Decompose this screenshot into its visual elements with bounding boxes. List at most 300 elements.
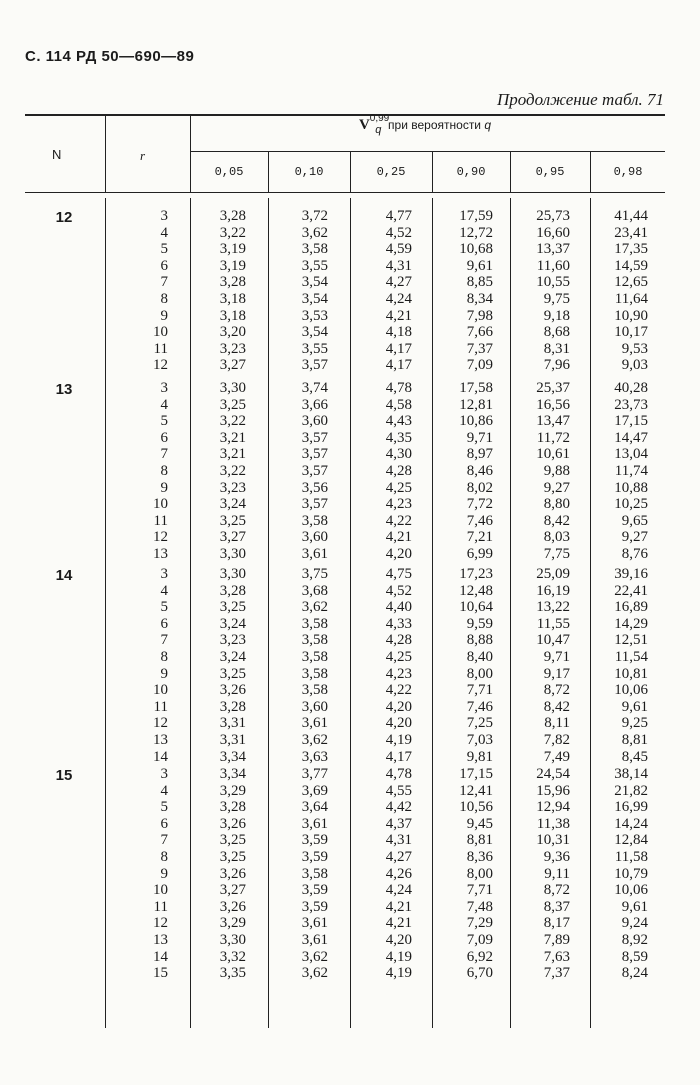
cell-value: 21,82 <box>614 782 648 799</box>
cell-value: 10,25 <box>614 496 648 513</box>
cell-value: 8,97 <box>466 446 493 463</box>
cell-value: 8,02 <box>466 479 493 496</box>
cell-value: 22,41 <box>614 582 648 599</box>
cell-value: 3,58 <box>301 682 328 699</box>
cell-value: 3,24 <box>219 496 246 513</box>
cell-value: 4,78 <box>385 766 412 782</box>
cell-value: 3,55 <box>301 340 328 357</box>
cell-value: 7,29 <box>466 915 493 932</box>
cell-value: 4,31 <box>385 257 412 274</box>
q-header-3: 0,90 <box>456 165 486 179</box>
cell-value: 4,28 <box>385 463 412 479</box>
cell-value: 4,52 <box>385 224 412 241</box>
cell-value: 12,84 <box>614 832 648 849</box>
cell-value: 9,71 <box>466 429 493 446</box>
cell-r: 4 <box>160 396 168 413</box>
cell-value: 8,72 <box>543 682 570 699</box>
cell-value: 3,62 <box>301 948 328 965</box>
cell-value: 3,21 <box>219 429 246 446</box>
cell-value: 10,47 <box>536 632 570 649</box>
cell-value: 7,03 <box>466 732 493 748</box>
table-top-rule <box>25 114 665 116</box>
cell-value: 8,76 <box>621 546 648 562</box>
cell-r: 5 <box>160 799 168 816</box>
cell-value: 17,35 <box>614 241 648 258</box>
cell-value: 8,00 <box>466 665 493 682</box>
cell-value: 4,22 <box>385 682 412 699</box>
cell-value: 8,85 <box>466 274 493 291</box>
cell-value: 9,88 <box>543 463 570 479</box>
cell-value: 7,75 <box>543 546 570 562</box>
cell-value: 3,59 <box>301 898 328 915</box>
cell-value: 10,61 <box>536 446 570 463</box>
cell-value: 3,77 <box>301 766 328 782</box>
cell-value: 3,53 <box>301 307 328 324</box>
cell-value: 9,27 <box>621 529 648 546</box>
cell-value: 8,80 <box>543 496 570 513</box>
cell-r: 4 <box>160 782 168 799</box>
cell-value: 38,14 <box>614 766 648 782</box>
cell-value: 11,72 <box>536 429 570 446</box>
cell-r: 8 <box>160 649 168 665</box>
cell-r: 6 <box>160 429 168 446</box>
cell-value: 4,37 <box>385 815 412 832</box>
cell-r: 3 <box>160 380 168 396</box>
cell-value: 3,54 <box>301 274 328 291</box>
cell-value: 8,36 <box>466 849 493 865</box>
cell-value: 15,96 <box>536 782 570 799</box>
cell-value: 3,24 <box>219 649 246 665</box>
cell-value: 9,24 <box>621 915 648 932</box>
cell-value: 8,31 <box>543 340 570 357</box>
cell-value: 3,58 <box>301 632 328 649</box>
cell-value: 4,75 <box>385 566 412 582</box>
cell-value: 3,61 <box>301 915 328 932</box>
column-group-title <box>190 113 660 136</box>
cell-value: 4,19 <box>385 965 412 982</box>
cell-r: 13 <box>153 546 168 562</box>
cell-r: 13 <box>153 932 168 948</box>
cell-value: 7,09 <box>466 932 493 948</box>
cell-value: 7,63 <box>543 948 570 965</box>
cell-value: 3,30 <box>219 546 246 562</box>
cell-value: 16,99 <box>614 799 648 816</box>
cell-value: 3,61 <box>301 815 328 832</box>
cell-value: 40,28 <box>614 380 648 396</box>
cell-value: 3,74 <box>301 380 328 396</box>
cell-value: 3,23 <box>219 632 246 649</box>
cell-value: 7,82 <box>543 732 570 748</box>
cell-r: 9 <box>160 665 168 682</box>
cell-value: 9,65 <box>621 512 648 529</box>
n-col-body-divider <box>105 198 106 1028</box>
cell-value: 41,44 <box>614 208 648 224</box>
cell-value: 10,17 <box>614 324 648 341</box>
cell-value: 8,42 <box>543 512 570 529</box>
cell-value: 4,21 <box>385 915 412 932</box>
cell-value: 8,17 <box>543 915 570 932</box>
cell-value: 8,72 <box>543 882 570 899</box>
cell-r: 3 <box>160 766 168 782</box>
cell-value: 4,58 <box>385 396 412 413</box>
cell-value: 3,58 <box>301 512 328 529</box>
cell-value: 12,51 <box>614 632 648 649</box>
cell-value: 4,31 <box>385 832 412 849</box>
cell-value: 16,60 <box>536 224 570 241</box>
cell-value: 4,52 <box>385 582 412 599</box>
cell-value: 3,21 <box>219 446 246 463</box>
cell-r: 3 <box>160 208 168 224</box>
cell-value: 25,73 <box>536 208 570 224</box>
cell-value: 4,27 <box>385 849 412 865</box>
cell-value: 8,03 <box>543 529 570 546</box>
cell-value: 7,71 <box>466 882 493 899</box>
cell-value: 3,31 <box>219 715 246 732</box>
subheader-rule <box>190 151 665 152</box>
cell-value: 3,28 <box>219 274 246 291</box>
cell-value: 9,45 <box>466 815 493 832</box>
cell-value: 9,03 <box>621 357 648 374</box>
column-header-r: r <box>140 148 146 163</box>
cell-value: 17,59 <box>459 208 493 224</box>
cell-value: 6,70 <box>466 965 493 982</box>
cell-value: 3,58 <box>301 865 328 882</box>
cell-r: 12 <box>153 715 168 732</box>
cell-value: 4,78 <box>385 380 412 396</box>
cell-value: 12,94 <box>536 799 570 816</box>
q-header-2: 0,25 <box>376 165 406 179</box>
cell-value: 7,21 <box>466 529 493 546</box>
cell-value: 3,28 <box>219 208 246 224</box>
cell-value: 10,06 <box>614 882 648 899</box>
cell-value: 14,29 <box>614 615 648 632</box>
title-q: q <box>484 118 492 132</box>
cell-value: 7,09 <box>466 357 493 374</box>
cell-r: 6 <box>160 257 168 274</box>
cell-value: 3,55 <box>301 257 328 274</box>
cell-value: 3,60 <box>301 529 328 546</box>
cell-value: 3,27 <box>219 357 246 374</box>
cell-value: 17,23 <box>459 566 493 582</box>
cell-value: 9,18 <box>543 307 570 324</box>
block-n-label: 15 <box>55 767 73 784</box>
cell-r: 6 <box>160 815 168 832</box>
cell-value: 10,88 <box>614 479 648 496</box>
cell-value: 10,31 <box>536 832 570 849</box>
cell-r: 7 <box>160 446 168 463</box>
q-header-1: 0,10 <box>294 165 324 179</box>
q-col-body-divider <box>350 198 351 1028</box>
cell-value: 12,81 <box>459 396 493 413</box>
cell-value: 8,68 <box>543 324 570 341</box>
cell-value: 8,37 <box>543 898 570 915</box>
cell-value: 8,59 <box>621 948 648 965</box>
cell-value: 3,72 <box>301 208 328 224</box>
cell-value: 4,19 <box>385 732 412 748</box>
cell-value: 9,36 <box>543 849 570 865</box>
cell-value: 3,34 <box>219 766 246 782</box>
header-bottom-rule <box>25 192 665 193</box>
cell-value: 6,99 <box>466 546 493 562</box>
block-n-label: 13 <box>55 381 73 398</box>
cell-value: 3,29 <box>219 915 246 932</box>
cell-value: 3,28 <box>219 582 246 599</box>
cell-value: 10,06 <box>614 682 648 699</box>
cell-value: 10,86 <box>459 413 493 430</box>
column-header-n: N <box>52 147 62 162</box>
cell-value: 11,55 <box>536 615 570 632</box>
q-header-4: 0,95 <box>535 165 565 179</box>
cell-value: 4,22 <box>385 512 412 529</box>
cell-value: 14,59 <box>614 257 648 274</box>
cell-value: 17,58 <box>459 380 493 396</box>
cell-value: 10,64 <box>459 599 493 616</box>
cell-value: 4,20 <box>385 715 412 732</box>
cell-value: 3,22 <box>219 224 246 241</box>
cell-value: 13,37 <box>536 241 570 258</box>
title-text: при вероятности <box>388 118 482 132</box>
cell-value: 3,66 <box>301 396 328 413</box>
cell-value: 4,24 <box>385 291 412 307</box>
cell-value: 3,62 <box>301 965 328 982</box>
cell-value: 3,25 <box>219 512 246 529</box>
cell-value: 4,20 <box>385 698 412 715</box>
cell-value: 4,40 <box>385 599 412 616</box>
title-subscript: q <box>375 124 382 136</box>
cell-value: 3,30 <box>219 932 246 948</box>
cell-value: 3,30 <box>219 380 246 396</box>
cell-value: 8,81 <box>621 732 648 748</box>
cell-value: 9,61 <box>621 698 648 715</box>
cell-value: 24,54 <box>536 766 570 782</box>
cell-value: 4,43 <box>385 413 412 430</box>
cell-value: 39,16 <box>614 566 648 582</box>
cell-r: 15 <box>153 965 168 982</box>
cell-value: 8,24 <box>621 965 648 982</box>
cell-value: 25,09 <box>536 566 570 582</box>
cell-value: 7,72 <box>466 496 493 513</box>
cell-value: 4,17 <box>385 357 412 374</box>
cell-value: 10,79 <box>614 865 648 882</box>
cell-value: 9,81 <box>466 748 493 765</box>
cell-value: 3,29 <box>219 782 246 799</box>
cell-value: 3,69 <box>301 782 328 799</box>
cell-value: 6,92 <box>466 948 493 965</box>
cell-value: 7,96 <box>543 357 570 374</box>
cell-value: 8,00 <box>466 865 493 882</box>
cell-value: 4,23 <box>385 496 412 513</box>
cell-r: 8 <box>160 849 168 865</box>
cell-value: 10,56 <box>459 799 493 816</box>
cell-r: 10 <box>153 324 168 341</box>
cell-value: 3,26 <box>219 815 246 832</box>
block-n-label: 12 <box>55 209 73 226</box>
cell-value: 3,57 <box>301 463 328 479</box>
page-header: С. 114 РД 50—690—89 <box>25 48 195 65</box>
cell-value: 10,68 <box>459 241 493 258</box>
cell-value: 4,25 <box>385 479 412 496</box>
cell-value: 3,64 <box>301 799 328 816</box>
cell-value: 11,54 <box>614 649 648 665</box>
cell-value: 3,57 <box>301 446 328 463</box>
cell-value: 3,27 <box>219 882 246 899</box>
cell-value: 4,28 <box>385 632 412 649</box>
cell-r: 5 <box>160 599 168 616</box>
cell-r: 13 <box>153 732 168 748</box>
cell-value: 3,54 <box>301 324 328 341</box>
cell-value: 11,38 <box>536 815 570 832</box>
cell-value: 3,26 <box>219 682 246 699</box>
cell-value: 3,58 <box>301 615 328 632</box>
cell-value: 8,81 <box>466 832 493 849</box>
cell-value: 7,89 <box>543 932 570 948</box>
cell-r: 11 <box>153 512 168 529</box>
cell-r: 12 <box>153 357 168 374</box>
cell-value: 16,19 <box>536 582 570 599</box>
cell-value: 3,19 <box>219 241 246 258</box>
title-superscript: 0,99 <box>369 113 390 124</box>
cell-r: 4 <box>160 224 168 241</box>
cell-value: 4,21 <box>385 898 412 915</box>
cell-value: 3,26 <box>219 898 246 915</box>
cell-value: 3,34 <box>219 748 246 765</box>
cell-r: 10 <box>153 882 168 899</box>
cell-value: 23,41 <box>614 224 648 241</box>
cell-value: 12,48 <box>459 582 493 599</box>
cell-r: 3 <box>160 566 168 582</box>
cell-value: 7,48 <box>466 898 493 915</box>
cell-value: 3,25 <box>219 665 246 682</box>
cell-value: 11,60 <box>536 257 570 274</box>
cell-value: 3,62 <box>301 732 328 748</box>
cell-value: 3,75 <box>301 566 328 582</box>
cell-value: 9,71 <box>543 649 570 665</box>
cell-value: 4,20 <box>385 932 412 948</box>
cell-value: 3,68 <box>301 582 328 599</box>
cell-value: 4,25 <box>385 649 412 665</box>
cell-r: 6 <box>160 615 168 632</box>
cell-value: 3,61 <box>301 715 328 732</box>
cell-r: 10 <box>153 682 168 699</box>
cell-value: 9,17 <box>543 665 570 682</box>
cell-value: 17,15 <box>614 413 648 430</box>
cell-value: 7,49 <box>543 748 570 765</box>
cell-value: 12,72 <box>459 224 493 241</box>
cell-value: 4,35 <box>385 429 412 446</box>
cell-value: 9,75 <box>543 291 570 307</box>
title-v-symbol: V <box>358 117 370 133</box>
cell-value: 4,24 <box>385 882 412 899</box>
cell-value: 14,47 <box>614 429 648 446</box>
cell-value: 4,21 <box>385 307 412 324</box>
cell-value: 25,37 <box>536 380 570 396</box>
cell-value: 3,25 <box>219 396 246 413</box>
cell-value: 13,22 <box>536 599 570 616</box>
block-n-label: 14 <box>55 567 73 584</box>
cell-value: 10,81 <box>614 665 648 682</box>
cell-value: 11,74 <box>614 463 648 479</box>
cell-value: 4,77 <box>385 208 412 224</box>
n-col-divider <box>105 115 106 192</box>
cell-value: 14,24 <box>614 815 648 832</box>
q-header-0: 0,05 <box>214 165 244 179</box>
cell-value: 8,45 <box>621 748 648 765</box>
cell-value: 3,25 <box>219 599 246 616</box>
cell-value: 3,28 <box>219 799 246 816</box>
cell-value: 3,31 <box>219 732 246 748</box>
cell-r: 5 <box>160 241 168 258</box>
cell-r: 8 <box>160 291 168 307</box>
cell-value: 3,63 <box>301 748 328 765</box>
cell-value: 8,46 <box>466 463 493 479</box>
cell-value: 12,41 <box>459 782 493 799</box>
cell-value: 4,42 <box>385 799 412 816</box>
cell-value: 3,54 <box>301 291 328 307</box>
cell-value: 3,22 <box>219 463 246 479</box>
cell-value: 3,59 <box>301 849 328 865</box>
cell-value: 3,58 <box>301 241 328 258</box>
cell-r: 12 <box>153 915 168 932</box>
cell-value: 4,33 <box>385 615 412 632</box>
cell-value: 3,28 <box>219 698 246 715</box>
cell-r: 4 <box>160 582 168 599</box>
cell-value: 16,89 <box>614 599 648 616</box>
cell-value: 3,27 <box>219 529 246 546</box>
cell-value: 3,32 <box>219 948 246 965</box>
cell-value: 3,60 <box>301 413 328 430</box>
cell-value: 11,64 <box>614 291 648 307</box>
cell-value: 17,15 <box>459 766 493 782</box>
cell-value: 8,88 <box>466 632 493 649</box>
cell-value: 9,61 <box>466 257 493 274</box>
cell-value: 4,59 <box>385 241 412 258</box>
cell-value: 3,23 <box>219 479 246 496</box>
cell-value: 3,18 <box>219 307 246 324</box>
cell-value: 3,35 <box>219 965 246 982</box>
cell-r: 7 <box>160 832 168 849</box>
cell-value: 10,55 <box>536 274 570 291</box>
cell-value: 7,98 <box>466 307 493 324</box>
cell-r: 9 <box>160 307 168 324</box>
cell-value: 3,23 <box>219 340 246 357</box>
cell-value: 4,18 <box>385 324 412 341</box>
cell-value: 3,61 <box>301 546 328 562</box>
cell-value: 4,55 <box>385 782 412 799</box>
cell-value: 3,57 <box>301 429 328 446</box>
cell-r: 7 <box>160 632 168 649</box>
cell-value: 4,26 <box>385 865 412 882</box>
cell-r: 9 <box>160 479 168 496</box>
cell-value: 9,61 <box>621 898 648 915</box>
cell-value: 3,62 <box>301 599 328 616</box>
cell-value: 3,25 <box>219 849 246 865</box>
cell-value: 4,23 <box>385 665 412 682</box>
cell-r: 7 <box>160 274 168 291</box>
cell-value: 11,58 <box>614 849 648 865</box>
cell-r: 14 <box>153 948 168 965</box>
cell-value: 3,61 <box>301 932 328 948</box>
cell-value: 9,25 <box>621 715 648 732</box>
cell-value: 3,58 <box>301 649 328 665</box>
cell-value: 3,24 <box>219 615 246 632</box>
cell-value: 3,56 <box>301 479 328 496</box>
cell-r: 11 <box>153 698 168 715</box>
cell-value: 9,27 <box>543 479 570 496</box>
cell-value: 12,65 <box>614 274 648 291</box>
cell-r: 14 <box>153 748 168 765</box>
cell-value: 7,71 <box>466 682 493 699</box>
cell-value: 3,22 <box>219 413 246 430</box>
